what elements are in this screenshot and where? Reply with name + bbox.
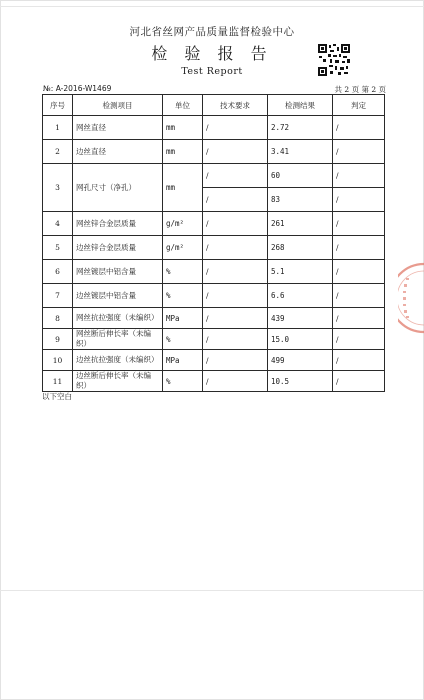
table-row <box>43 260 385 284</box>
requirement-cell: / <box>203 140 268 164</box>
judgement-cell: / <box>333 284 385 308</box>
judgement-cell: / <box>333 116 385 140</box>
test-item: 网丝锌合金层质量 <box>73 212 163 236</box>
row-number: 10 <box>43 350 73 371</box>
report-title: 检 验 报 告 <box>151 44 273 63</box>
test-item: 边丝镀层中铝含量 <box>73 284 163 308</box>
row-number: 6 <box>43 260 73 284</box>
result-cell: 6.6 <box>268 284 333 308</box>
unit-cell: % <box>163 329 203 350</box>
result-cell: 268 <box>268 236 333 260</box>
report-subtitle: Test Report <box>181 66 243 77</box>
requirement-cell: / <box>203 260 268 284</box>
row-number: 5 <box>43 236 73 260</box>
table-header-row <box>43 95 385 116</box>
judgement-cell: / <box>333 308 385 329</box>
test-results-table <box>42 94 385 392</box>
unit-cell: g/m² <box>163 212 203 236</box>
table-row <box>43 236 385 260</box>
result-cell: 439 <box>268 308 333 329</box>
unit-cell: mm <box>163 116 203 140</box>
result-cell: 10.5 <box>268 371 333 392</box>
judgement-cell: / <box>333 329 385 350</box>
requirement-cell: / <box>203 350 268 371</box>
requirement-cell: / <box>203 308 268 329</box>
requirement-cell: / <box>203 188 268 212</box>
judgement-cell: / <box>333 188 385 212</box>
judgement-cell: / <box>333 164 385 188</box>
table-row <box>43 164 385 188</box>
table-row <box>43 140 385 164</box>
column-header: 检测项目 <box>73 95 163 116</box>
test-item: 网丝镀层中铝含量 <box>73 260 163 284</box>
page-indicator: 共 2 页 第 2 页 <box>334 85 386 94</box>
table-row <box>43 371 385 392</box>
result-cell: 499 <box>268 350 333 371</box>
column-header: 技术要求 <box>203 95 268 116</box>
result-cell: 3.41 <box>268 140 333 164</box>
judgement-cell: / <box>333 236 385 260</box>
judgement-cell: / <box>333 212 385 236</box>
row-number: 2 <box>43 140 73 164</box>
requirement-cell: / <box>203 164 268 188</box>
row-number: 1 <box>43 116 73 140</box>
judgement-cell: / <box>333 371 385 392</box>
table-row <box>43 350 385 371</box>
table-row <box>43 308 385 329</box>
unit-cell: mm <box>163 164 203 212</box>
requirement-cell: / <box>203 116 268 140</box>
unit-cell: % <box>163 284 203 308</box>
judgement-cell: / <box>333 350 385 371</box>
requirement-cell: / <box>203 236 268 260</box>
row-number: 7 <box>43 284 73 308</box>
official-seal-icon <box>398 262 424 334</box>
requirement-cell: / <box>203 284 268 308</box>
result-cell: 60 <box>268 164 333 188</box>
qr-code-icon <box>318 44 350 76</box>
table-row <box>43 329 385 350</box>
unit-cell: % <box>163 260 203 284</box>
test-item: 网丝直径 <box>73 116 163 140</box>
result-cell: 15.0 <box>268 329 333 350</box>
unit-cell: mm <box>163 140 203 164</box>
report-number: №: A-2016-W1469 <box>43 84 112 93</box>
row-number: 9 <box>43 329 73 350</box>
column-header: 序号 <box>43 95 73 116</box>
requirement-cell: / <box>203 371 268 392</box>
column-header: 单位 <box>163 95 203 116</box>
table-row <box>43 116 385 140</box>
table-row <box>43 284 385 308</box>
test-item: 网丝抗拉强度（未编织） <box>73 308 163 329</box>
row-number: 11 <box>43 371 73 392</box>
unit-cell: MPa <box>163 308 203 329</box>
result-cell: 261 <box>268 212 333 236</box>
test-item: 边丝直径 <box>73 140 163 164</box>
result-cell: 5.1 <box>268 260 333 284</box>
row-number: 3 <box>43 164 73 212</box>
requirement-cell: / <box>203 212 268 236</box>
blank-below-note: 以下空白 <box>42 392 72 401</box>
judgement-cell: / <box>333 140 385 164</box>
table-row <box>43 212 385 236</box>
scan-edge-top <box>0 6 424 7</box>
row-number: 8 <box>43 308 73 329</box>
unit-cell: % <box>163 371 203 392</box>
test-item: 边丝抗拉强度（未编织） <box>73 350 163 371</box>
test-item: 网孔尺寸（净孔） <box>73 164 163 212</box>
judgement-cell: / <box>333 260 385 284</box>
unit-cell: MPa <box>163 350 203 371</box>
row-number: 4 <box>43 212 73 236</box>
test-item: 边丝断后伸长率（未编织） <box>73 371 163 392</box>
test-item: 边丝锌合金层质量 <box>73 236 163 260</box>
result-cell: 2.72 <box>268 116 333 140</box>
column-header: 检测结果 <box>268 95 333 116</box>
requirement-cell: / <box>203 329 268 350</box>
organization-name: 河北省丝网产品质量监督检验中心 <box>129 26 295 38</box>
scan-edge-bottom <box>0 590 424 591</box>
unit-cell: g/m² <box>163 236 203 260</box>
column-header: 判定 <box>333 95 385 116</box>
result-cell: 83 <box>268 188 333 212</box>
test-item: 网丝断后伸长率（未编织） <box>73 329 163 350</box>
